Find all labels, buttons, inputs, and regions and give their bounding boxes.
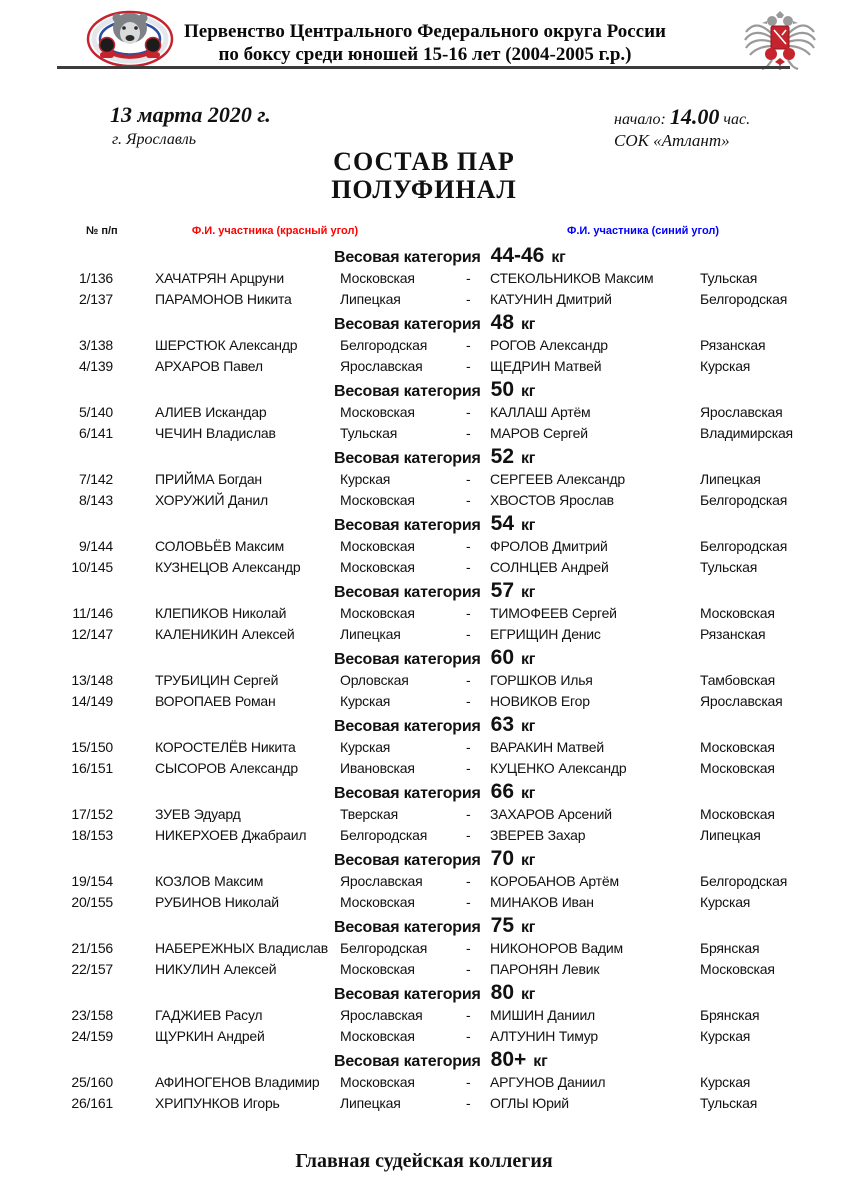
- kg-label: кг: [533, 1053, 548, 1070]
- bout-row: [0, 959, 848, 981]
- bout-number: 10/145: [71, 559, 113, 576]
- blue-corner-name: ВАРАКИН Матвей: [490, 738, 604, 755]
- blue-corner-name: СЕРГЕЕВ Александр: [490, 470, 625, 487]
- pair-separator: -: [466, 827, 471, 844]
- pair-separator: -: [466, 269, 471, 286]
- weight-category-label: Весовая категория: [334, 718, 481, 735]
- blue-corner-region: Тульская: [700, 559, 758, 576]
- blue-corner-name: СТЕКОЛЬНИКОВ Максим: [490, 269, 654, 286]
- footer-signature: Главная судейская коллегия: [295, 1150, 553, 1172]
- weight-value: 57: [490, 579, 514, 602]
- event-start-time: [614, 104, 750, 130]
- pair-separator: -: [466, 470, 471, 487]
- bout-row: [0, 1026, 848, 1048]
- red-corner-name: КОРОСТЕЛЁВ Никита: [155, 738, 296, 755]
- weight-category-header: [0, 580, 848, 602]
- blue-corner-region: Брянская: [700, 1006, 760, 1023]
- blue-corner-name: ГОРШКОВ Илья: [490, 671, 593, 688]
- pair-separator: -: [466, 1028, 471, 1045]
- bout-row: [0, 937, 848, 959]
- red-corner-region: Тульская: [340, 425, 398, 442]
- bout-number: 9/144: [78, 537, 113, 554]
- bout-row: [0, 1093, 848, 1115]
- weight-category-header: [0, 446, 848, 468]
- red-corner-name: ШЕРСТЮК Александр: [155, 336, 298, 353]
- red-corner-region: Белгородская: [340, 827, 428, 844]
- red-corner-region: Московская: [340, 559, 415, 576]
- blue-corner-name: НИКОНОРОВ Вадим: [490, 939, 623, 956]
- event-city: г. Ярославль: [112, 131, 197, 148]
- weight-category-label: Весовая категория: [334, 450, 481, 467]
- bout-row: [0, 669, 848, 691]
- red-corner-region: Курская: [340, 738, 391, 755]
- red-corner-name: НИКУЛИН Алексей: [155, 961, 277, 978]
- bout-row: [0, 423, 848, 445]
- bout-row: [0, 468, 848, 490]
- red-corner-name: СОЛОВЬЁВ Максим: [155, 537, 285, 554]
- bout-row: [0, 267, 848, 289]
- red-corner-region: Ярославская: [340, 1006, 423, 1023]
- bout-row: [0, 803, 848, 825]
- bout-row: [0, 691, 848, 713]
- bout-number: 19/154: [71, 872, 113, 889]
- blue-corner-region: Московская: [700, 961, 775, 978]
- bout-row: [0, 490, 848, 512]
- blue-corner-region: Ярославская: [700, 693, 783, 710]
- red-corner-name: КУЗНЕЦОВ Александр: [155, 559, 301, 576]
- bout-number: 18/153: [71, 827, 113, 844]
- bout-number: 24/159: [71, 1028, 113, 1045]
- column-header-red-corner: Ф.И. участника (красный угол): [191, 225, 359, 237]
- bout-row: [0, 334, 848, 356]
- kg-label: кг: [551, 249, 566, 266]
- tournament-title-line2: по боксу среди юношей 15-16 лет (2004-2005 г.р.): [218, 44, 632, 65]
- weight-category-label: Весовая категория: [334, 316, 481, 333]
- bout-row: [0, 1071, 848, 1093]
- red-corner-name: ТРУБИЦИН Сергей: [155, 671, 279, 688]
- column-headers: [0, 225, 848, 239]
- weight-value: 60: [490, 646, 514, 669]
- red-corner-region: Московская: [340, 492, 415, 509]
- header-divider: [57, 66, 790, 69]
- pair-separator: -: [466, 559, 471, 576]
- red-corner-name: ЩУРКИН Андрей: [155, 1028, 265, 1045]
- weight-value: 80: [490, 981, 514, 1004]
- kg-label: кг: [521, 316, 536, 333]
- bout-row: [0, 758, 848, 780]
- red-corner-name: КЛЕПИКОВ Николай: [155, 604, 287, 621]
- bout-number: 25/160: [71, 1073, 113, 1090]
- blue-corner-name: ЕГРИЩИН Денис: [490, 626, 601, 643]
- red-corner-region: Московская: [340, 537, 415, 554]
- red-corner-region: Московская: [340, 894, 415, 911]
- red-corner-region: Липецкая: [340, 291, 401, 308]
- kg-label: кг: [521, 651, 536, 668]
- red-corner-region: Белгородская: [340, 939, 428, 956]
- red-corner-name: АРХАРОВ Павел: [155, 358, 263, 375]
- red-corner-name: ХОРУЖИЙ Данил: [155, 492, 269, 509]
- bout-row: [0, 624, 848, 646]
- bout-number: 4/139: [78, 358, 113, 375]
- red-corner-region: Московская: [340, 961, 415, 978]
- kg-label: кг: [521, 919, 536, 936]
- red-corner-name: ЧЕЧИН Владислав: [155, 425, 276, 442]
- weight-category-header: [0, 982, 848, 1004]
- blue-corner-name: ЗВЕРЕВ Захар: [490, 827, 586, 844]
- tournament-title: [170, 20, 680, 66]
- pair-separator: -: [466, 403, 471, 420]
- bout-row: [0, 401, 848, 423]
- weight-category-label: Весовая категория: [334, 919, 481, 936]
- bout-row: [0, 356, 848, 378]
- blue-corner-name: КОРОБАНОВ Артём: [490, 872, 619, 889]
- event-venue: СОК «Атлант»: [614, 131, 730, 150]
- red-corner-name: НИКЕРХОЕВ Джабраил: [155, 827, 307, 844]
- red-corner-name: ХАЧАТРЯН Арцруни: [155, 269, 284, 286]
- pair-separator: -: [466, 604, 471, 621]
- red-corner-name: ХРИПУНКОВ Игорь: [155, 1095, 280, 1112]
- weight-value: 54: [490, 512, 514, 535]
- bout-number: 3/138: [78, 336, 113, 353]
- weight-category-label: Весовая категория: [334, 986, 481, 1003]
- bout-number: 15/150: [71, 738, 113, 755]
- weight-category-label: Весовая категория: [334, 651, 481, 668]
- red-corner-region: Тверская: [340, 805, 398, 822]
- blue-corner-region: Курская: [700, 1073, 751, 1090]
- blue-corner-region: Курская: [700, 894, 751, 911]
- page-title-line2: ПОЛУФИНАЛ: [331, 175, 517, 204]
- blue-corner-region: Белгородская: [700, 492, 788, 509]
- red-corner-region: Московская: [340, 1073, 415, 1090]
- red-corner-region: Орловская: [340, 671, 409, 688]
- bout-number: 16/151: [71, 760, 113, 777]
- bout-number: 7/142: [78, 470, 113, 487]
- weight-category-label: Весовая категория: [334, 383, 481, 400]
- pair-separator: -: [466, 336, 471, 353]
- bout-number: 22/157: [71, 961, 113, 978]
- blue-corner-name: КУЦЕНКО Александр: [490, 760, 627, 777]
- blue-corner-name: СОЛНЦЕВ Андрей: [490, 559, 609, 576]
- red-corner-region: Московская: [340, 604, 415, 621]
- bout-row: [0, 602, 848, 624]
- weight-category-label: Весовая категория: [334, 1053, 481, 1070]
- red-corner-region: Ярославская: [340, 358, 423, 375]
- weight-category-label: Весовая категория: [334, 517, 481, 534]
- blue-corner-region: Белгородская: [700, 537, 788, 554]
- bout-number: 12/147: [71, 626, 113, 643]
- bout-number: 26/161: [71, 1095, 113, 1112]
- blue-corner-name: АЛТУНИН Тимур: [490, 1028, 599, 1045]
- red-corner-name: РУБИНОВ Николай: [155, 894, 279, 911]
- blue-corner-name: НОВИКОВ Егор: [490, 693, 590, 710]
- pair-separator: -: [466, 1095, 471, 1112]
- bout-row: [0, 1004, 848, 1026]
- bout-number: 5/140: [78, 403, 113, 420]
- blue-corner-region: Брянская: [700, 939, 760, 956]
- red-corner-region: Московская: [340, 403, 415, 420]
- blue-corner-name: ПАРОНЯН Левик: [490, 961, 600, 978]
- column-header-blue-corner: Ф.И. участника (синий угол): [566, 225, 720, 237]
- red-corner-name: НАБЕРЕЖНЫХ Владислав: [155, 939, 328, 956]
- weight-value: 63: [490, 713, 514, 736]
- red-corner-name: ЗУЕВ Эдуард: [155, 805, 241, 822]
- red-corner-region: Курская: [340, 693, 391, 710]
- start-time-value: 14.00: [669, 104, 720, 129]
- kg-label: кг: [521, 383, 536, 400]
- red-corner-name: ПАРАМОНОВ Никита: [155, 291, 292, 308]
- weight-category-label: Весовая категория: [334, 584, 481, 601]
- weight-value: 48: [490, 311, 514, 334]
- blue-corner-region: Московская: [700, 738, 775, 755]
- blue-corner-region: Липецкая: [700, 470, 761, 487]
- bout-row: [0, 892, 848, 914]
- blue-corner-region: Московская: [700, 805, 775, 822]
- start-units: час.: [723, 111, 751, 128]
- pair-separator: -: [466, 1006, 471, 1023]
- pair-separator: -: [466, 291, 471, 308]
- blue-corner-region: Ярославская: [700, 403, 783, 420]
- column-header-number: № п/п: [86, 225, 118, 237]
- bout-number: 13/148: [71, 671, 113, 688]
- bout-number: 20/155: [71, 894, 113, 911]
- weight-category-header: [0, 245, 848, 267]
- bear-boxing-emblem-icon: [86, 8, 174, 68]
- blue-corner-region: Владимирская: [700, 425, 793, 442]
- pair-separator: -: [466, 537, 471, 554]
- pair-separator: -: [466, 894, 471, 911]
- blue-corner-name: МИШИН Даниил: [490, 1006, 596, 1023]
- bout-number: 8/143: [78, 492, 113, 509]
- kg-label: кг: [521, 517, 536, 534]
- pairs-table: [0, 243, 848, 1114]
- red-corner-region: Курская: [340, 470, 391, 487]
- pair-separator: -: [466, 1073, 471, 1090]
- bout-number: 14/149: [71, 693, 113, 710]
- red-corner-region: Липецкая: [340, 626, 401, 643]
- red-corner-name: СЫСОРОВ Александр: [155, 760, 298, 777]
- bout-row: [0, 557, 848, 579]
- start-label: начало:: [614, 111, 666, 128]
- bout-row: [0, 870, 848, 892]
- weight-value: 66: [490, 780, 514, 803]
- bout-number: 23/158: [71, 1006, 113, 1023]
- kg-label: кг: [521, 785, 536, 802]
- red-corner-name: АЛИЕВ Искандар: [155, 403, 267, 420]
- red-corner-name: ГАДЖИЕВ Расул: [155, 1006, 263, 1023]
- weight-value: 80+: [490, 1048, 527, 1071]
- blue-corner-name: ОГЛЫ Юрий: [490, 1095, 569, 1112]
- pair-separator: -: [466, 492, 471, 509]
- blue-corner-name: ЗАХАРОВ Арсений: [490, 805, 612, 822]
- red-corner-region: Липецкая: [340, 1095, 401, 1112]
- bout-number: 17/152: [71, 805, 113, 822]
- bout-number: 1/136: [78, 269, 113, 286]
- pair-separator: -: [466, 358, 471, 375]
- blue-corner-region: Тульская: [700, 1095, 758, 1112]
- blue-corner-name: ХВОСТОВ Ярослав: [490, 492, 614, 509]
- blue-corner-name: РОГОВ Александр: [490, 336, 608, 353]
- weight-value: 70: [490, 847, 514, 870]
- blue-corner-region: Рязанская: [700, 336, 766, 353]
- red-corner-region: Ярославская: [340, 872, 423, 889]
- pair-separator: -: [466, 939, 471, 956]
- blue-corner-region: Белгородская: [700, 872, 788, 889]
- pair-separator: -: [466, 805, 471, 822]
- pair-separator: -: [466, 961, 471, 978]
- red-corner-name: АФИНОГЕНОВ Владимир: [155, 1073, 320, 1090]
- page-title-line1: СОСТАВ ПАР: [333, 147, 515, 176]
- red-corner-name: КАЛЕНИКИН Алексей: [155, 626, 295, 643]
- red-corner-region: Ивановская: [340, 760, 415, 777]
- pair-separator: -: [466, 693, 471, 710]
- bout-row: [0, 535, 848, 557]
- weight-value: 50: [490, 378, 514, 401]
- pair-separator: -: [466, 671, 471, 688]
- blue-corner-name: ТИМОФЕЕВ Сергей: [490, 604, 617, 621]
- bout-row: [0, 289, 848, 311]
- weight-value: 44-46: [490, 244, 545, 267]
- weight-category-header: [0, 848, 848, 870]
- pair-separator: -: [466, 760, 471, 777]
- pair-separator: -: [466, 626, 471, 643]
- red-corner-region: Московская: [340, 1028, 415, 1045]
- weight-category-label: Весовая категория: [334, 785, 481, 802]
- pair-separator: -: [466, 738, 471, 755]
- blue-corner-region: Белгородская: [700, 291, 788, 308]
- kg-label: кг: [521, 986, 536, 1003]
- pair-separator: -: [466, 425, 471, 442]
- red-corner-region: Белгородская: [340, 336, 428, 353]
- pair-separator: -: [466, 872, 471, 889]
- blue-corner-name: МАРОВ Сергей: [490, 425, 588, 442]
- tournament-title-line1: Первенство Центрального Федерального округа России: [184, 21, 666, 42]
- page-title: [0, 148, 848, 204]
- bout-row: [0, 825, 848, 847]
- kg-label: кг: [521, 450, 536, 467]
- bout-number: 21/156: [71, 939, 113, 956]
- bout-number: 11/146: [72, 604, 113, 621]
- blue-corner-region: Московская: [700, 760, 775, 777]
- weight-category-header: [0, 1049, 848, 1071]
- weight-category-header: [0, 781, 848, 803]
- red-corner-name: ПРИЙМА Богдан: [155, 470, 262, 487]
- weight-category-header: [0, 513, 848, 535]
- blue-corner-region: Тульская: [700, 269, 758, 286]
- weight-category-label: Весовая категория: [334, 852, 481, 869]
- bout-number: 6/141: [78, 425, 113, 442]
- blue-corner-name: ЩЕДРИН Матвей: [490, 358, 602, 375]
- red-corner-region: Московская: [340, 269, 415, 286]
- blue-corner-region: Курская: [700, 358, 751, 375]
- blue-corner-name: КАЛЛАШ Артём: [490, 403, 591, 420]
- weight-category-header: [0, 714, 848, 736]
- weight-value: 52: [490, 445, 514, 468]
- kg-label: кг: [521, 852, 536, 869]
- blue-corner-name: МИНАКОВ Иван: [490, 894, 594, 911]
- event-date: 13 марта 2020 г.: [110, 102, 271, 127]
- weight-category-label: Весовая категория: [334, 249, 481, 266]
- kg-label: кг: [521, 584, 536, 601]
- weight-value: 75: [490, 914, 514, 937]
- weight-category-header: [0, 312, 848, 334]
- weight-category-header: [0, 647, 848, 669]
- blue-corner-name: АРГУНОВ Даниил: [490, 1073, 606, 1090]
- blue-corner-region: Тамбовская: [700, 671, 776, 688]
- weight-category-header: [0, 915, 848, 937]
- blue-corner-name: КАТУНИН Дмитрий: [490, 291, 612, 308]
- bout-number: 2/137: [78, 291, 113, 308]
- blue-corner-region: Липецкая: [700, 827, 761, 844]
- blue-corner-region: Московская: [700, 604, 775, 621]
- weight-category-header: [0, 379, 848, 401]
- blue-corner-name: ФРОЛОВ Дмитрий: [490, 537, 608, 554]
- blue-corner-region: Курская: [700, 1028, 751, 1045]
- bout-row: [0, 736, 848, 758]
- red-corner-name: ВОРОПАЕВ Роман: [155, 693, 276, 710]
- red-corner-name: КОЗЛОВ Максим: [155, 872, 264, 889]
- blue-corner-region: Рязанская: [700, 626, 766, 643]
- kg-label: кг: [521, 718, 536, 735]
- eagle-boxing-emblem-icon: [742, 10, 818, 72]
